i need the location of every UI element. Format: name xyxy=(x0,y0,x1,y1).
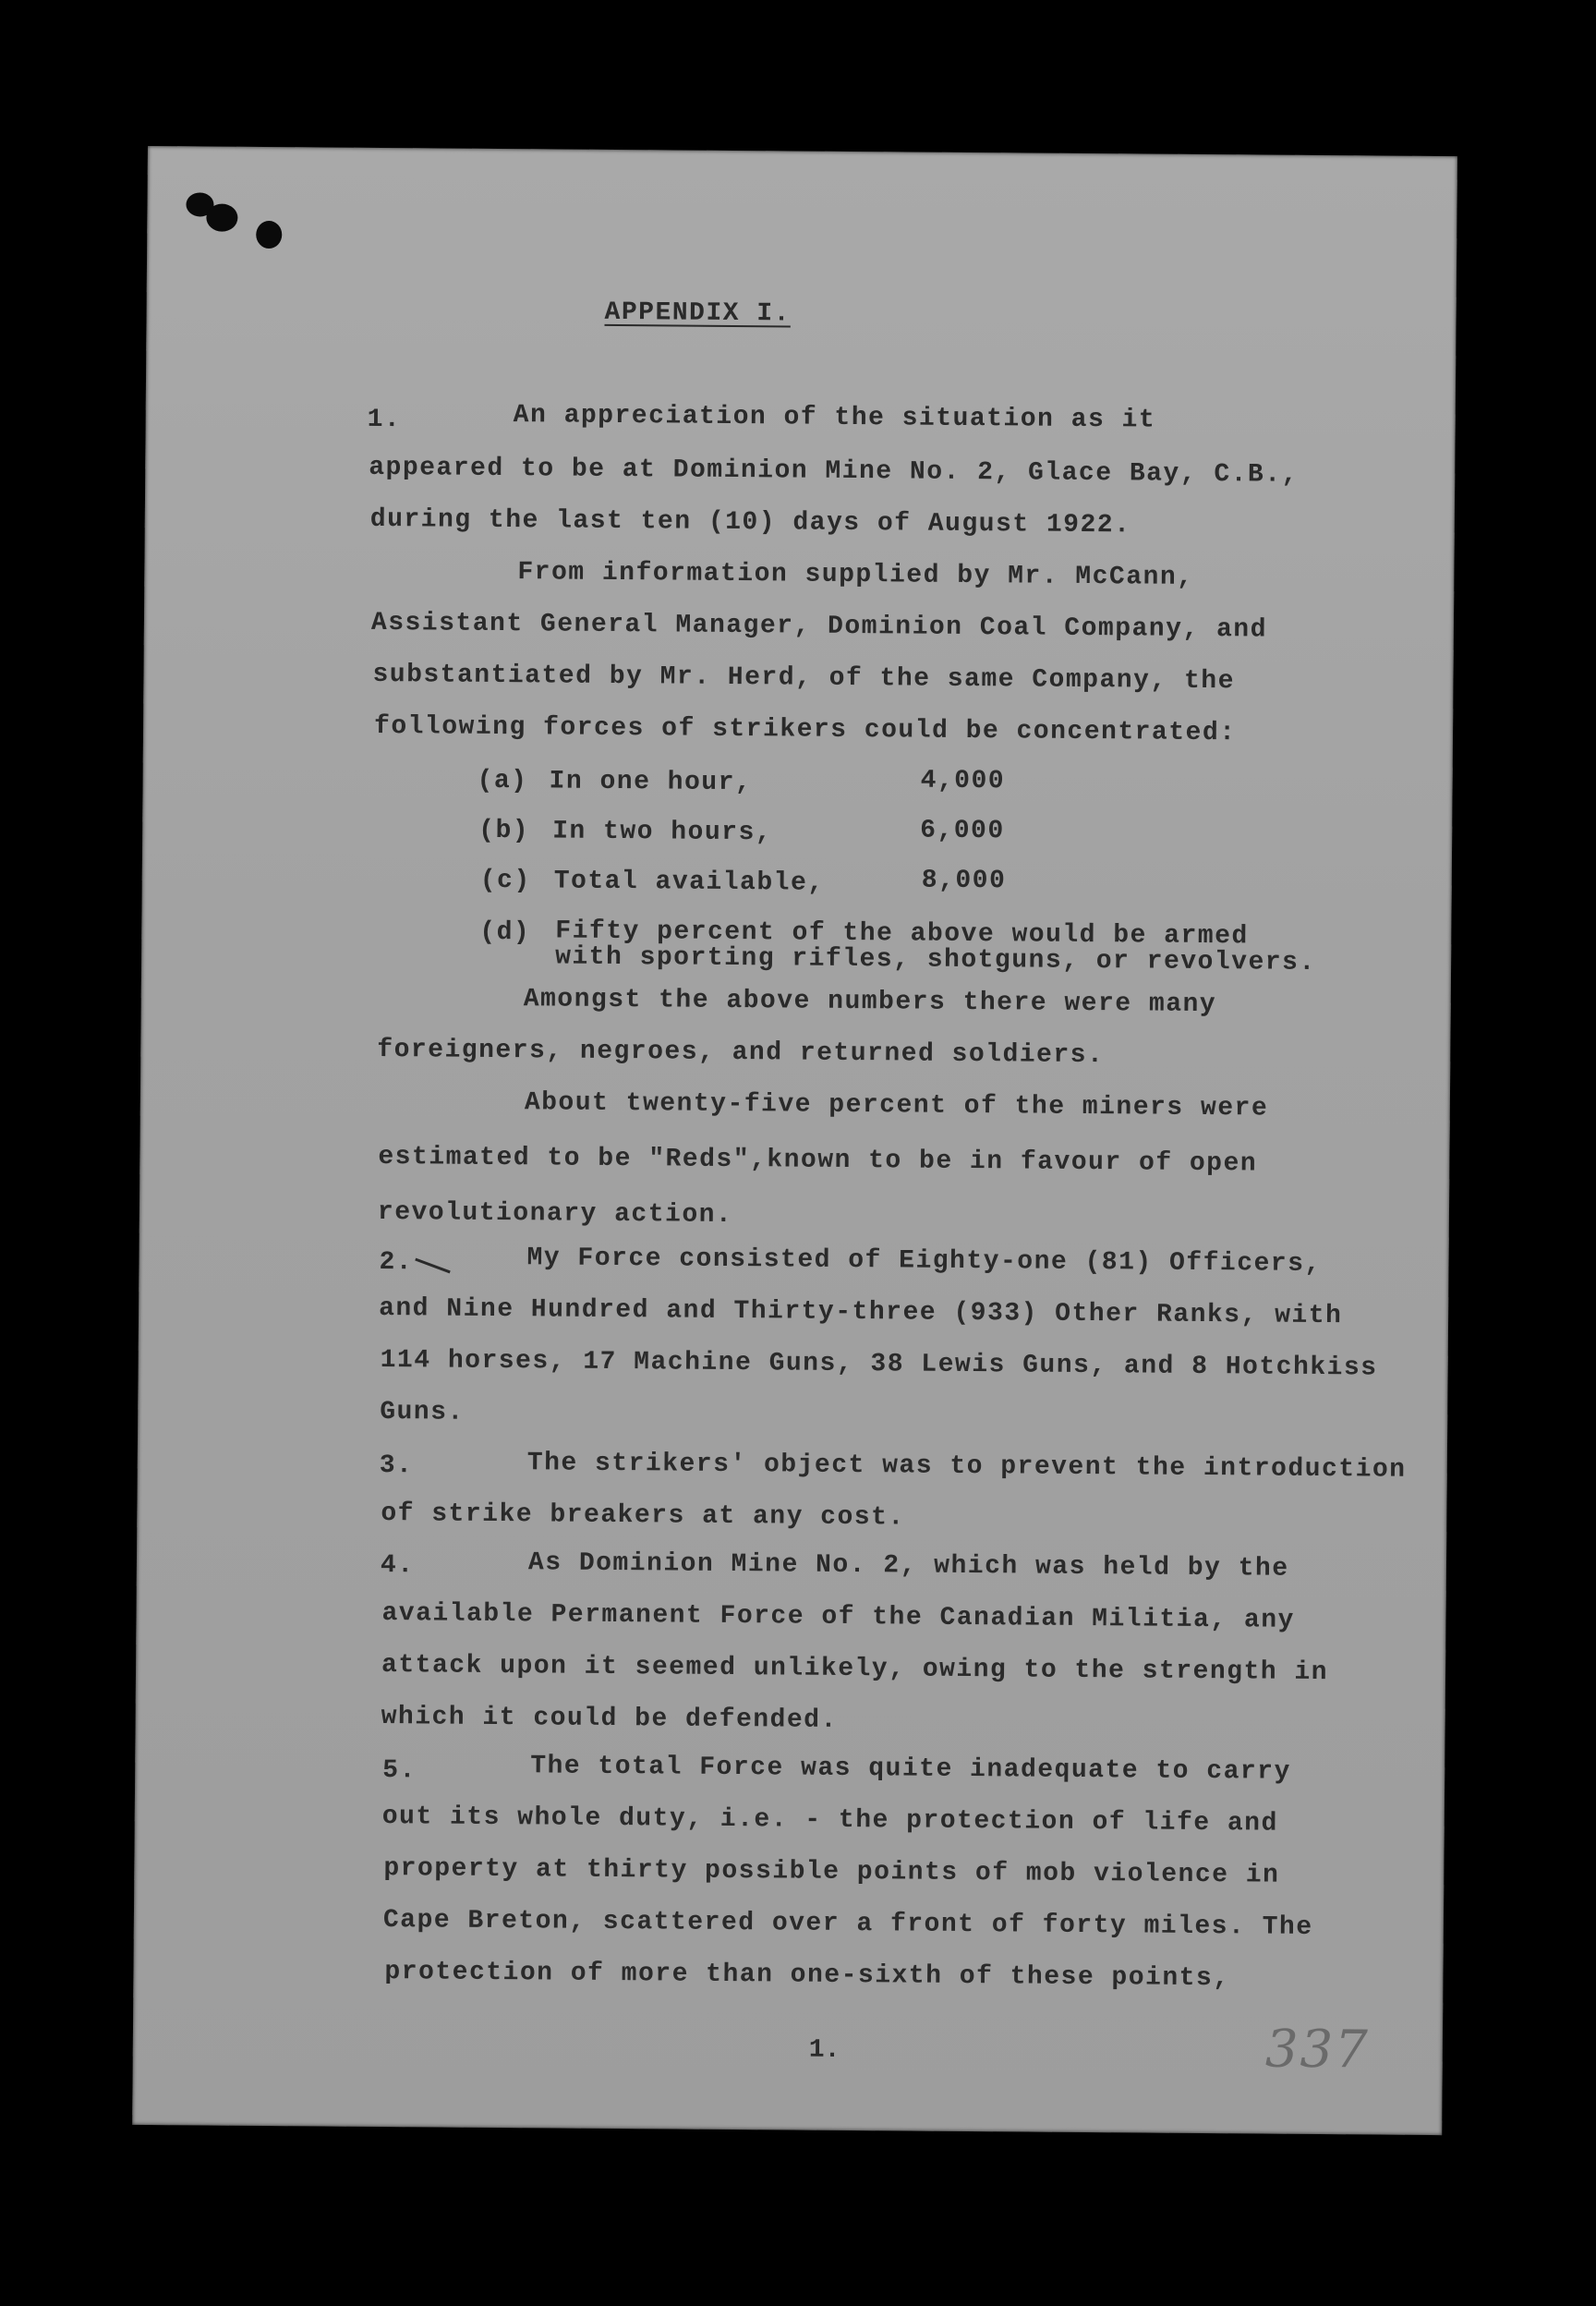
text-line: substantiated by Mr. Herd, of the same Company, the xyxy=(372,660,1236,697)
text-line: 114 horses, 17 Machine Guns, 38 Lewis Guns, and 8 Hotchkiss xyxy=(380,1346,1378,1383)
list-text: In two hours, xyxy=(552,817,773,848)
para-number: 1. xyxy=(367,405,402,435)
pen-mark xyxy=(415,1258,451,1274)
text-line: The strikers' object was to prevent the introduction xyxy=(526,1449,1407,1485)
appendix-title: APPENDIX I. xyxy=(604,297,792,329)
list-label: (a) xyxy=(477,766,528,796)
text-line: The total Force was quite inadequate to carry xyxy=(530,1752,1291,1787)
text-line: attack upon it seemed unlikely, owing to the strength in xyxy=(381,1651,1329,1688)
text-line: foreigners, negroes, and returned soldiers. xyxy=(377,1035,1105,1071)
list-label: (b) xyxy=(478,816,530,846)
para-number: 3. xyxy=(379,1451,414,1481)
text-line: An appreciation of the situation as it xyxy=(513,401,1156,435)
text-line: From information supplied by Mr. McCann, xyxy=(517,558,1194,592)
list-text: Total available, xyxy=(553,867,825,898)
text-line: of strike breakers at any cost. xyxy=(381,1499,905,1533)
text-line: Cape Breton, scattered over a front of forty miles. The xyxy=(382,1906,1313,1942)
text-line: estimated to be "Reds",known to be in favour of open xyxy=(378,1142,1258,1179)
text-line: out its whole duty, i.e. - the protection of life and xyxy=(381,1802,1278,1839)
text-line: which it could be defended. xyxy=(381,1703,838,1735)
text-line: appeared to be at Dominion Mine No. 2, Glace Bay, C.B., xyxy=(369,453,1300,490)
list-value: 4,000 xyxy=(920,766,1006,796)
handwritten-folio-number: 337 xyxy=(1264,2019,1371,2081)
document-page xyxy=(132,146,1457,2135)
text-line: revolutionary action. xyxy=(377,1197,733,1231)
text-line: Amongst the above numbers there were many xyxy=(523,985,1217,1020)
list-label: (c) xyxy=(479,866,531,896)
list-text: with sporting rifles, shotguns, or revolvers. xyxy=(554,942,1316,977)
text-line: property at thirty possible points of mob violence in xyxy=(383,1854,1280,1890)
text-line: Assistant General Manager, Dominion Coal Company, and xyxy=(370,608,1268,645)
text-line: and Nine Hundred and Thirty-three (933) Other Ranks, with xyxy=(379,1294,1343,1331)
page-number: 1. xyxy=(808,2035,840,2065)
text-line: My Force consisted of Eighty-one (81) Officers, xyxy=(526,1244,1322,1280)
para-number: 4. xyxy=(380,1551,415,1581)
list-value: 6,000 xyxy=(920,816,1005,846)
text-line: during the last ten (10) days of August 1922. xyxy=(369,504,1131,540)
list-text: Fifty percent of the above would be armed xyxy=(555,916,1249,952)
para-number: 5. xyxy=(382,1756,417,1786)
ink-blot xyxy=(256,221,282,249)
text-line: following forces of strikers could be concentrated: xyxy=(373,711,1237,748)
list-value: 8,000 xyxy=(921,866,1007,896)
text-line: Guns. xyxy=(380,1398,465,1427)
para-number: 2. xyxy=(379,1248,414,1278)
ink-blot xyxy=(206,204,237,232)
text-line: As Dominion Mine No. 2, which was held by the xyxy=(527,1548,1289,1584)
list-text: In one hour, xyxy=(549,767,753,798)
text-line: available Permanent Force of the Canadian Militia, any xyxy=(381,1599,1295,1635)
text-line: About twenty-five percent of the miners were xyxy=(524,1088,1269,1123)
list-label: (d) xyxy=(479,917,531,948)
text-line: protection of more than one-sixth of these points, xyxy=(384,1958,1230,1994)
